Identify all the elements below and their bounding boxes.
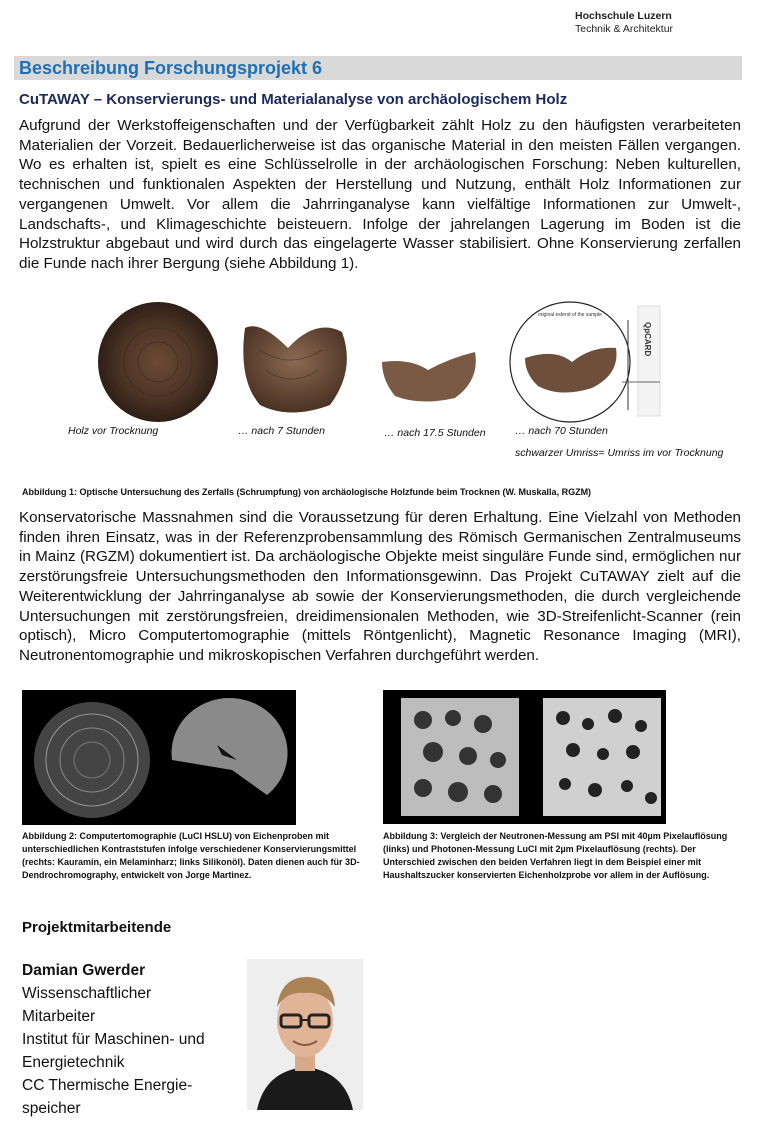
figure-1 <box>60 300 724 480</box>
member-name: Damian Gwerder <box>22 962 146 979</box>
person-portrait <box>247 959 363 1110</box>
wood-sample-70-hours <box>510 302 660 422</box>
scale-card-label: QpCARD <box>643 322 652 357</box>
figure-3-image <box>383 690 666 824</box>
photon-measurement <box>543 698 661 816</box>
project-title: CuTAWAY – Konservierungs- und Materialanalyse von archäologischem Holz <box>19 91 568 108</box>
ct-sample-left <box>34 702 150 818</box>
institution-department: Technik & Architektur <box>575 23 674 35</box>
figure-2-caption: Abbildung 2: Computertomographie (LuCI HSLU) von Eichenproben mit unterschiedlichen Kontraststufen infolge verschiedener Konservierungsmittel (rechts: Kauramin, ein Melaminharz; links Silikonöl). Daten dienen auch für 3D-Dendrochromography, entwickelt von Jorge Martinez. <box>22 831 360 880</box>
figure-1-caption: Abbildung 1: Optische Untersuchung des Zerfalls (Schrumpfung) von archäologische Holzfunde beim Trocknen (W. Muskalla, RGZM) <box>22 487 592 497</box>
member-cc-line-1: CC Thermische Energie- <box>22 1077 193 1094</box>
institution-name: Hochschule Luzern <box>575 10 672 22</box>
member-role-line-1: Wissenschaftlicher <box>22 985 152 1002</box>
figure-1-note: schwarzer Umriss= Umriss im vor Trocknung <box>515 447 724 459</box>
intro-paragraph: Aufgrund der Werkstoffeigenschaften und der Verfügbarkeit zählt Holz zu den häufigsten verarbeiteten Materialien der Vorzeit. Bedauerlicherweise ist das organische Material in den meisten Fällen vergangen. Wo es erhalten ist, spielt es eine Schlüsselrolle in der archäologischen Forschung: Neben kulturellen, technischen und funktionalen Aspekten der Herstellung und Nutzung, enthält Holz Informationen zur vergangenen Umwelt. Vor allem die Jahrringanalyse kann vielfältige Informationen zur Umwelt-, Landschafts-, und Klimageschichte beisteuern. Infolge der jahrelangen Lagerung im Boden ist die Holzstruktur abgebaut und wird durch das eingelagerte Wasser stabilisiert. Ohne Konservierung zerfallen die Funde nach ihrer Bergung (siehe Abbildung 1). <box>19 117 741 272</box>
figure-1-inset-text: original extend of the sample <box>538 312 602 318</box>
institution-logo-text <box>575 10 673 36</box>
member-photo <box>247 959 363 1110</box>
figure-1-label-4: … nach 70 Stunden <box>515 425 608 437</box>
second-paragraph: Konservatorische Massnahmen sind die Voraussetzung für deren Erhaltung. Eine Vielzahl von Methoden finden ihren Einsatz, was in der Referenzprobensammlung des Römisch Germanischen Zentralmuseums in Mainz (RGZM) dokumentiert ist. Da archäologische Objekte meist singuläre Funde sind, ermöglichen nur zerstörungsfreie Untersuchungsmethoden den Informationsgewinn. Das Projekt CuTAWAY zielt auf die Weiterentwicklung der Jahrringanalyse ab sowie der Konservierungsmethoden, die durch vergleichende Untersuchungen mit zerstörungsfreien, dreidimensionalen Methoden, wie 3D-Streifenlicht-Scanner (rein optisch), Micro Computertomographie (mittels Röntgenlicht), Magnetic Resonance Imaging (MRI), Neutronentomographie und mikroskopischen Verfahren durchgeführt werden. <box>19 509 741 664</box>
neutron-photon-images <box>383 690 666 824</box>
figure-1-label-2: … nach 7 Stunden <box>238 425 325 437</box>
ct-sample-right <box>172 698 288 795</box>
figure-1-label-1: Holz vor Trocknung <box>68 425 159 437</box>
figure-1-images <box>60 300 690 430</box>
member-department-line-2: Energietechnik <box>22 1054 125 1071</box>
wood-sample-17-5-hours <box>382 352 476 402</box>
team-heading: Projektmitarbeitende <box>22 919 172 936</box>
member-role-line-2: Mitarbeiter <box>22 1008 96 1025</box>
team-member <box>22 959 252 1120</box>
figure-3-caption: Abbildung 3: Vergleich der Neutronen-Messung am PSI mit 40µm Pixelauflösung (links) und Photonen-Messung LuCI mit 2µm Pixelauflösung (rechts). Der Unterschied zwischen den beiden Verfahren liegt in dem Beispiel einer mit Haushaltszucker konservierten Eichenholzprobe vor allem in der Auflösung. <box>383 831 728 880</box>
member-department-line-1: Institut für Maschinen- und <box>22 1031 205 1048</box>
section-title: Beschreibung Forschungsprojekt 6 <box>19 58 323 78</box>
figure-1-label-3: … nach 17.5 Stunden <box>384 427 486 439</box>
wood-sample-before-drying <box>98 302 218 422</box>
figure-2-image <box>22 690 296 825</box>
neutron-measurement <box>401 698 519 816</box>
member-cc-line-2: speicher <box>22 1100 81 1117</box>
wood-sample-7-hours <box>243 326 347 412</box>
ct-scan-images <box>22 690 296 825</box>
